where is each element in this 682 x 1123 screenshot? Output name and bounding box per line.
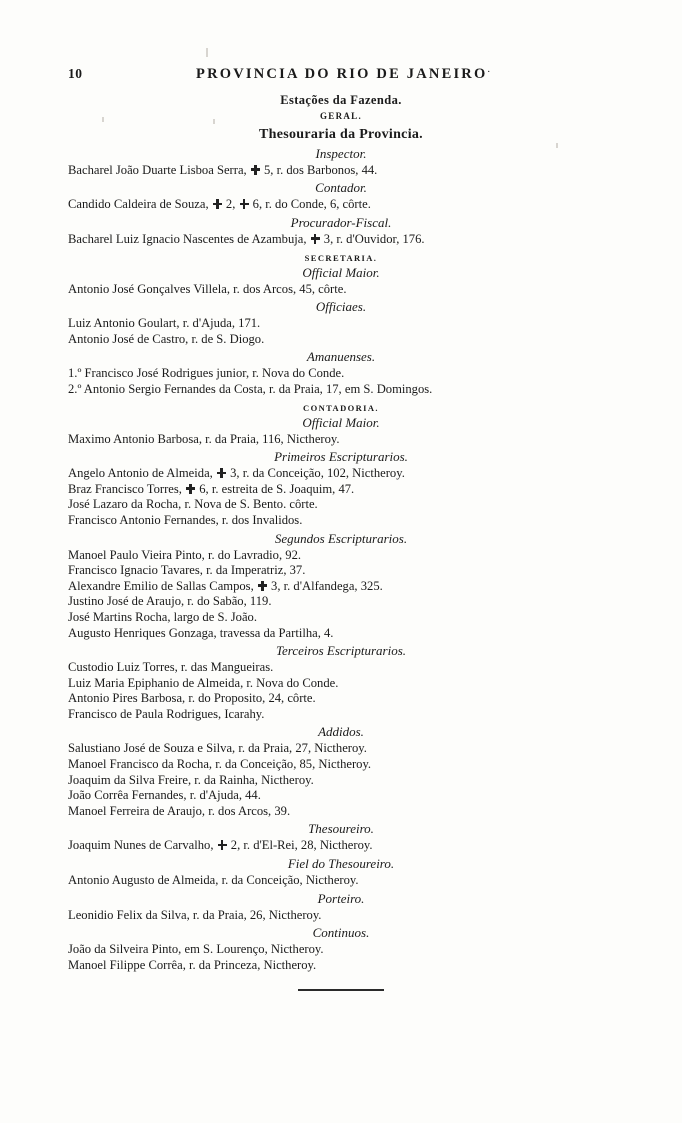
order-insignia-icon (240, 199, 249, 209)
directory-entry: Custodio Luiz Torres, r. das Mangueiras. (68, 660, 274, 675)
directory-entry: Manoel Paulo Vieira Pinto, r. do Lavradio, 92. (68, 547, 302, 562)
block-heading: Official Maior. (302, 414, 380, 430)
block-heading: Segundos Escripturarios. (274, 530, 408, 546)
entry-block (68, 349, 614, 397)
directory-entry: Leonidio Felix da Silva, r. da Praia, 26, Nictheroy. (68, 907, 322, 922)
entry-block (68, 299, 614, 347)
block-heading: Officiaes. (315, 299, 367, 315)
entry-block (68, 891, 614, 924)
entry-block (68, 253, 614, 263)
block-heading: Addidos. (318, 724, 364, 740)
directory-entry: José Lazaro da Rocha, r. Nova de S. Bento. côrte. (68, 497, 318, 512)
running-title (94, 64, 614, 83)
block-heading: Official Maior. (302, 264, 380, 280)
entry-block (68, 724, 614, 819)
directory-entry: Alexandre Emilio de Sallas Campos, 3, r. d'Alfandega, 325. (68, 578, 383, 593)
directory-entry: Manoel Francisco da Rocha, r. da Conceição, 85, Nictheroy. (68, 757, 372, 772)
entry-block (68, 449, 614, 528)
directory-entry: Luiz Maria Epiphanio de Almeida, r. Nova do Conde. (68, 675, 339, 690)
directory-entry: Joaquim da Silva Freire, r. da Rainha, Nictheroy. (68, 772, 314, 787)
directory-entry: Luiz Antonio Goulart, r. d'Ajuda, 171. (68, 316, 261, 331)
section-kicker: GERAL. (319, 110, 363, 121)
block-heading: Terceiros Escripturarios. (275, 643, 406, 659)
block-heading: CONTADORIA. (303, 402, 379, 413)
directory-entry: Candido Caldeira de Souza, 2, 6, r. do Conde, 6, côrte. (68, 197, 371, 212)
order-insignia-icon (213, 199, 222, 209)
directory-entry: Francisco Antonio Fernandes, r. dos Invalidos. (68, 512, 303, 527)
directory-entry: Joaquim Nunes de Carvalho, 2, r. d'El-Rei, 28, Nictheroy. (68, 838, 373, 853)
entry-block (68, 403, 614, 413)
directory-entry: Francisco de Paula Rodrigues, Icarahy. (68, 706, 265, 721)
entry-blocks (68, 146, 614, 974)
directory-entry: João da Silveira Pinto, em S. Lourenço, Nictheroy. (68, 942, 324, 957)
directory-entry: Angelo Antonio de Almeida, 3, r. da Conceição, 102, Nictheroy. (68, 466, 405, 481)
directory-entry: Antonio Pires Barbosa, r. do Proposito, 24, côrte. (68, 691, 316, 706)
directory-entry: Manoel Filippe Corrêa, r. da Princeza, Nictheroy. (68, 957, 317, 972)
entry-block (68, 265, 614, 298)
directory-entry: Justino José de Araujo, r. do Sabão, 119. (68, 594, 272, 609)
block-heading: Procurador-Fiscal. (290, 215, 392, 231)
directory-entry: Antonio José de Castro, r. de S. Diogo. (68, 331, 265, 346)
block-heading: Contador. (315, 180, 367, 196)
directory-entry: 1.º Francisco José Rodrigues junior, r. Nova do Conde. (68, 366, 345, 381)
block-heading: Amanuenses. (306, 349, 376, 365)
directory-entry: 2.º Antonio Sergio Fernandes da Costa, r. da Praia, 17, em S. Domingos. (68, 381, 433, 396)
directory-entry: Augusto Henriques Gonzaga, travessa da Partilha, 4. (68, 625, 334, 640)
running-head (68, 64, 614, 83)
entry-block (68, 643, 614, 722)
directory-entry: Maximo Antonio Barbosa, r. da Praia, 116, Nictheroy. (68, 431, 340, 446)
directory-entry: Francisco Ignacio Tavares, r. da Imperatriz, 37. (68, 563, 306, 578)
order-insignia-icon (311, 234, 320, 244)
scan-speck (206, 48, 208, 57)
directory-entry: Bacharel João Duarte Lisboa Serra, 5, r. dos Barbonos, 44. (68, 162, 378, 177)
entry-block (68, 531, 614, 642)
section-title: Estações da Fazenda. (280, 92, 402, 107)
running-title-tail: . (487, 64, 490, 75)
order-insignia-icon (251, 165, 260, 175)
page-number: 10 (68, 65, 83, 81)
block-heading: SECRETARIA. (304, 252, 378, 263)
running-title-text: PROVINCIA DO RIO DE JANEIRO (196, 65, 488, 82)
entry-block (68, 925, 614, 973)
directory-entry: Salustiano José de Souza e Silva, r. da Praia, 27, Nictheroy. (68, 741, 367, 756)
order-insignia-icon (218, 840, 227, 850)
directory-entry: João Corrêa Fernandes, r. d'Ajuda, 44. (68, 788, 261, 803)
entry-block (68, 215, 614, 248)
directory-entry: Manoel Ferreira de Araujo, r. dos Arcos, 39. (68, 803, 291, 818)
directory-entry: Antonio José Gonçalves Villela, r. dos Arcos, 45, côrte. (68, 281, 347, 296)
directory-entry: Braz Francisco Torres, 6, r. estreita de S. Joaquim, 47. (68, 481, 355, 496)
block-heading: Inspector. (315, 145, 367, 161)
block-heading: Porteiro. (317, 890, 365, 906)
entry-block (68, 180, 614, 213)
entry-block (68, 415, 614, 448)
end-rule (298, 989, 384, 991)
block-heading: Primeiros Escripturarios. (274, 449, 408, 465)
entry-block (68, 821, 614, 854)
block-heading: Fiel do Thesoureiro. (287, 856, 395, 872)
entry-block (68, 856, 614, 889)
directory-entry: Bacharel Luiz Ignacio Nascentes de Azambuja, 3, r. d'Ouvidor, 176. (68, 232, 425, 247)
directory-entry: José Martins Rocha, largo de S. João. (68, 609, 257, 624)
block-heading: Continuos. (312, 925, 370, 941)
order-insignia-icon (186, 484, 195, 494)
entry-block (68, 146, 614, 179)
directory-entry: Antonio Augusto de Almeida, r. da Conceição, Nictheroy. (68, 873, 359, 888)
page-content (68, 64, 614, 991)
order-insignia-icon (258, 581, 267, 591)
block-heading: Thesoureiro. (308, 821, 374, 837)
office-title: Thesouraria da Provincia. (259, 126, 423, 142)
order-insignia-icon (217, 468, 226, 478)
